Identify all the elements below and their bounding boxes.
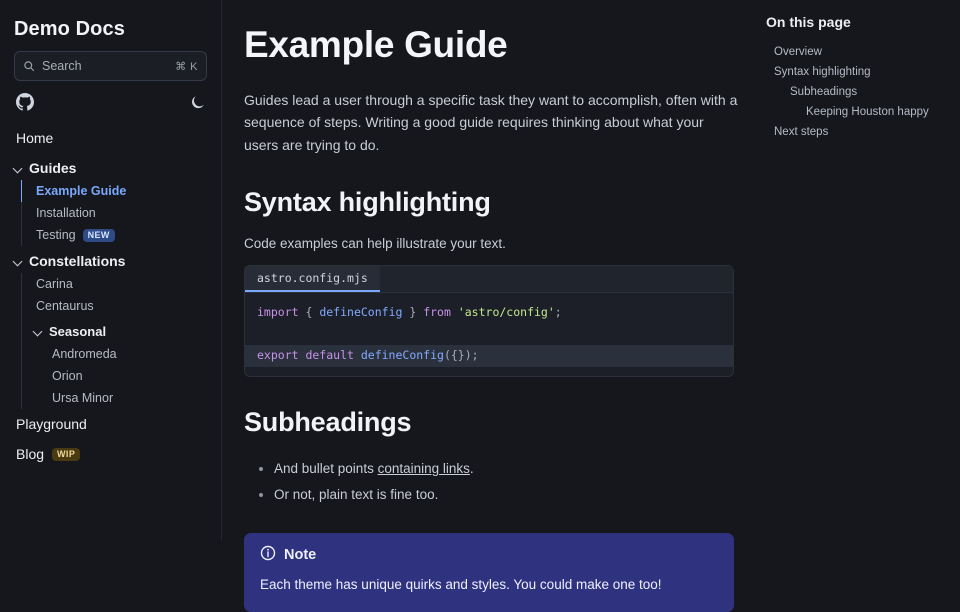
bullet-text: And bullet points [274, 461, 378, 476]
toc-item-overview[interactable]: Overview [774, 46, 822, 58]
page-title: Example Guide [244, 24, 508, 65]
sidebar-group-guides[interactable] [0, 153, 221, 180]
toc-title: On this page [766, 14, 851, 30]
sidebar-group-constellations[interactable] [0, 246, 221, 273]
status-badge-wip: WIP [52, 448, 80, 461]
status-badge-new: NEW [83, 229, 115, 242]
code-line [245, 323, 733, 345]
sidebar-item-home[interactable] [0, 123, 221, 153]
sidebar-item-blog[interactable] [0, 439, 221, 469]
bullet-list [244, 456, 738, 507]
sidebar-item-label: Home [16, 130, 54, 146]
sidebar-item-label: Testing [36, 228, 76, 242]
sidebar-item-ursa-minor[interactable] [22, 387, 221, 409]
github-icon[interactable] [16, 93, 34, 111]
sidebar-item-centaurus[interactable] [22, 295, 221, 317]
chevron-down-icon [14, 257, 23, 266]
on-this-page-toc [760, 0, 960, 540]
search-shortcut: ⌘ K [175, 60, 198, 73]
bullet-text: Or not, plain text is fine too. [274, 486, 439, 502]
sidebar-group-label: Guides [29, 160, 77, 176]
list-item [274, 456, 738, 482]
chevron-down-icon [14, 164, 23, 173]
sidebar-item-playground[interactable] [0, 409, 221, 439]
sidebar-item-installation[interactable] [22, 202, 221, 224]
sidebar-item-label: Orion [52, 369, 83, 383]
sidebar-item-orion[interactable] [22, 365, 221, 387]
sidebar-item-label: Andromeda [52, 347, 117, 361]
code-tab-astro-config[interactable]: astro.config.mjs [245, 266, 380, 292]
toc-item-next-steps[interactable]: Next steps [774, 126, 829, 138]
search-input[interactable] [14, 51, 207, 81]
sidebar-item-label: Carina [36, 277, 73, 291]
heading-syntax-highlighting: Syntax highlighting [244, 186, 491, 217]
note-header [260, 545, 718, 565]
toc-item-subheadings[interactable]: Subheadings [790, 86, 858, 98]
sidebar-sublist-seasonal [22, 343, 221, 409]
moon-icon[interactable] [190, 95, 205, 110]
sidebar-nav [0, 119, 221, 469]
note-body: Each theme has unique quirks and styles. You could make one too! [260, 577, 662, 593]
sidebar [0, 0, 222, 540]
sidebar-item-label: Playground [16, 416, 87, 432]
list-item [274, 482, 738, 508]
search-icon [23, 60, 35, 72]
sidebar-sublist-guides [21, 180, 221, 246]
chevron-down-icon [34, 327, 43, 336]
bullet-text-post: . [469, 461, 474, 476]
code-body [245, 293, 733, 376]
sidebar-item-label: Ursa Minor [52, 391, 114, 405]
inline-link[interactable]: containing links [377, 461, 470, 476]
sidebar-icon-row [0, 81, 221, 119]
toc-item-syntax-highlighting[interactable]: Syntax highlighting [774, 66, 871, 78]
code-block [244, 265, 734, 377]
sidebar-item-label: Installation [36, 206, 96, 220]
info-icon [260, 545, 276, 565]
code-line-highlighted: export default defineConfig({}); [245, 345, 733, 367]
sidebar-group-label: Constellations [29, 253, 126, 269]
lead-paragraph: Guides lead a user through a specific task they want to accomplish, often with a sequence of steps. Writing a good guide requires thinking about what your users are trying to do. [244, 91, 738, 153]
code-tab-bar [245, 266, 733, 293]
sidebar-sublist-constellations [21, 273, 221, 409]
note-title: Note [284, 547, 317, 564]
main-content [222, 0, 760, 593]
heading-subheadings: Subheadings [244, 407, 412, 437]
search-placeholder: Search [42, 59, 82, 73]
sidebar-item-example-guide[interactable] [22, 180, 221, 202]
toc-item-keeping-houston-happy[interactable]: Keeping Houston happy [806, 106, 929, 118]
sidebar-item-label: Example Guide [36, 184, 127, 198]
paragraph-code-examples: Code examples can help illustrate your text. [244, 235, 506, 251]
note-callout [244, 533, 734, 611]
code-line: import { defineConfig } from 'astro/config'; [257, 304, 562, 319]
sidebar-item-carina[interactable] [22, 273, 221, 295]
sidebar-group-label: Seasonal [49, 324, 107, 339]
sidebar-item-label: Blog [16, 446, 45, 462]
sidebar-group-seasonal[interactable] [22, 317, 221, 343]
site-title[interactable]: Demo Docs [14, 18, 125, 40]
sidebar-item-testing[interactable] [22, 224, 221, 246]
sidebar-item-label: Centaurus [36, 299, 94, 313]
sidebar-item-andromeda[interactable] [22, 343, 221, 365]
